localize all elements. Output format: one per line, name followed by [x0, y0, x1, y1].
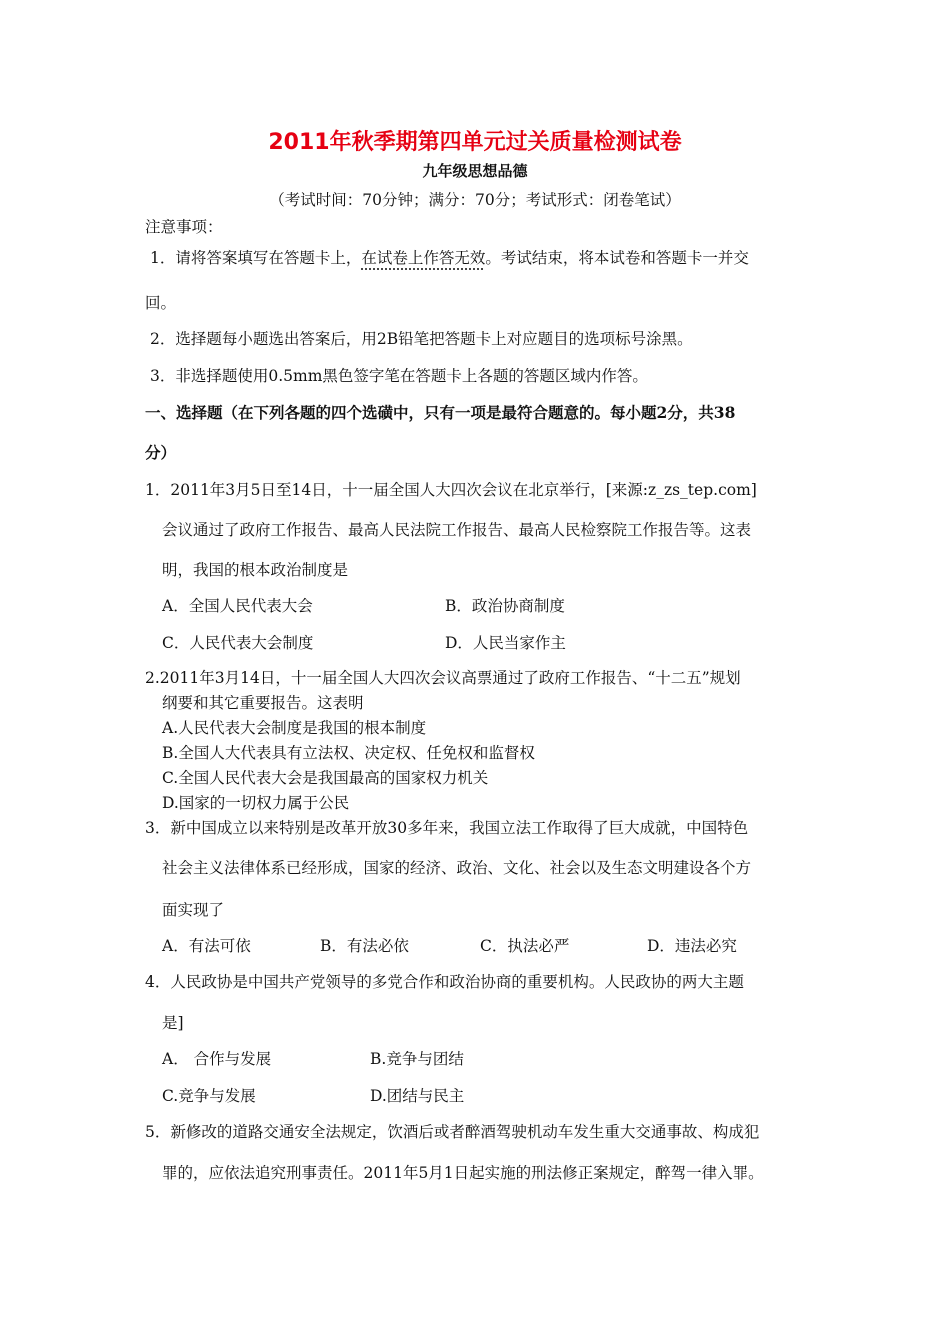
exam-subtitle: 九年级思想品德 — [422, 162, 528, 180]
note-3: 3．非选择题使用0.5mm黑色签字笔在答题卡上各题的答题区域内作答。 — [150, 367, 648, 385]
q4-option-c: C.竞争与发展 — [162, 1087, 256, 1105]
note-1-post: 。考试结束，将本试卷和答题卡一并交 — [485, 249, 749, 267]
q3-option-b: B．有法必依 — [320, 937, 409, 955]
q2-option-b: B.全国人大代表具有立法权、决定权、任免权和监督权 — [162, 744, 535, 762]
q5-line-1: 5．新修改的道路交通安全法规定，饮酒后或者醉酒驾驶机动车发生重大交通事故、构成犯 — [145, 1123, 760, 1141]
q1-option-d: D．人民当家作主 — [445, 634, 566, 652]
section-heading: 一、选择题（在下列各题的四个选磺中，只有一项是最符合题意的。每小题2分，共38 — [145, 403, 736, 422]
q4-option-b: B.竞争与团结 — [370, 1050, 464, 1068]
q2-option-c: C.全国人民代表大会是我国最高的国家权力机关 — [162, 769, 489, 787]
q2-line-2: 纲要和其它重要报告。这表明 — [162, 694, 364, 712]
q2-option-d: D.国家的一切权力属于公民 — [162, 794, 350, 812]
q4-line-1: 4．人民政协是中国共产党领导的多党合作和政治协商的重要机构。人民政协的两大主题 — [145, 973, 744, 991]
q3-option-c: C．执法必严 — [480, 937, 570, 955]
q1-line-2: 会议通过了政府工作报告、最高人民法院工作报告、最高人民检察院工作报告等。这表 — [162, 521, 752, 539]
q3-line-1: 3．新中国成立以来特别是改革开放30多年来，我国立法工作取得了巨大成就，中国特色 — [145, 819, 749, 837]
q4-line-2: 是] — [162, 1014, 184, 1032]
note-1-pre: 1．请将答案填写在答题卡上， — [150, 249, 362, 267]
note-2: 2．选择题每小题选出答案后，用2B铅笔把答题卡上对应题目的选项标号涂黑。 — [150, 330, 693, 348]
q1-option-b: B．政治协商制度 — [445, 597, 565, 615]
note-1 — [150, 248, 749, 268]
q3-line-2: 社会主义法律体系已经形成，国家的经济、政治、文化、社会以及生态文明建设各个方 — [162, 859, 752, 877]
q4-option-d: D.团结与民主 — [370, 1087, 465, 1105]
q4-option-a: A． 合作与发展 — [162, 1050, 272, 1068]
q3-line-3: 面实现了 — [162, 901, 225, 919]
note-1-dotted: 在试卷上作答无效 — [361, 249, 486, 267]
q1-option-c: C．人民代表大会制度 — [162, 634, 314, 652]
q3-option-a: A．有法可依 — [162, 937, 251, 955]
exam-title: 2011年秋季期第四单元过关质量检测试卷 — [268, 130, 682, 155]
q1-line-3: 明，我国的根本政治制度是 — [162, 561, 349, 579]
note-1-cont: 回。 — [145, 294, 177, 312]
q3-option-d: D．违法必究 — [647, 937, 737, 955]
notes-heading: 注意事项： — [145, 218, 223, 236]
q1-option-a: A．全国人民代表大会 — [162, 597, 313, 615]
q2-option-a: A.人民代表大会制度是我国的根本制度 — [162, 719, 427, 737]
q1-line-1: 1．2011年3月5日至14日，十一届全国人大四次会议在北京举行，[来源:z_zs_tep.com] — [145, 481, 757, 499]
section-heading-cont: 分） — [145, 443, 177, 462]
q2-line-1: 2.2011年3月14日，十一届全国人大四次会议高票通过了政府工作报告、“十二五”规划 — [145, 669, 741, 687]
exam-info: （考试时间：70分钟；满分：70分；考试形式：闭卷笔试） — [269, 191, 681, 209]
q5-line-2: 罪的，应依法追究刑事责任。2011年5月1日起实施的刑法修正案规定，醉驾一律入罪。 — [162, 1164, 764, 1182]
